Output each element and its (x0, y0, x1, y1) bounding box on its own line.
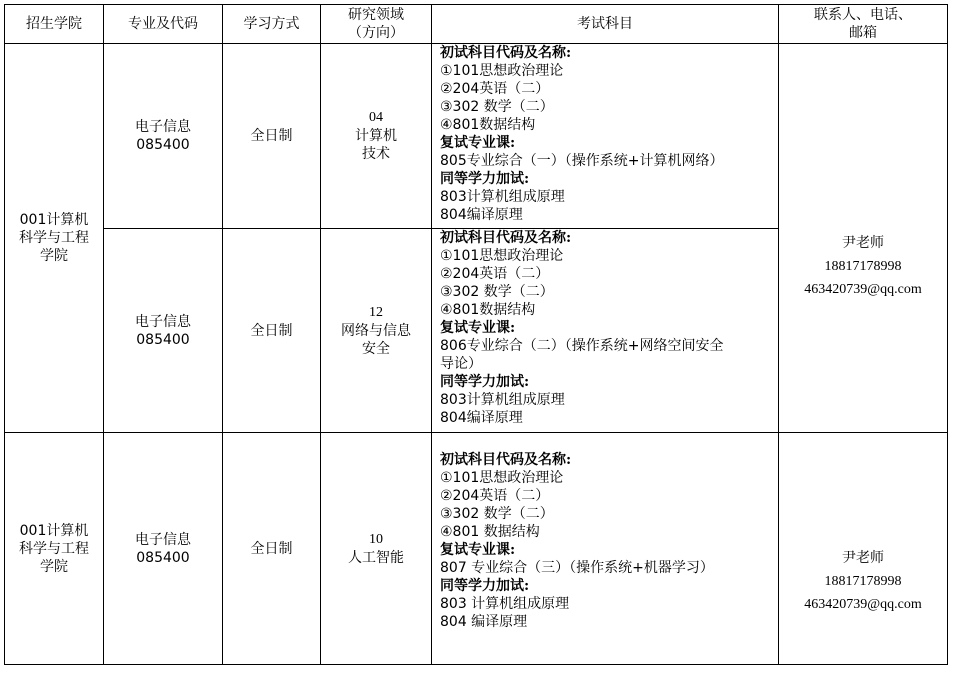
header-contact-line2: 邮箱 (849, 25, 877, 41)
direction-cell (321, 229, 432, 433)
contact-cell (779, 44, 948, 433)
direction-code: 12 (369, 304, 383, 320)
subject-line: ①101思想政治理论 (440, 470, 564, 486)
major-code: 085400 (136, 549, 190, 566)
contact-name: 尹老师 (842, 235, 884, 251)
header-subjects: 考试科目 (432, 5, 779, 44)
college-line: 科学与工程 (19, 230, 89, 246)
subject-section-heading: 复试专业课: (440, 542, 516, 558)
direction-line: 网络与信息 (341, 322, 411, 339)
college-line: 科学与工程 (19, 540, 89, 557)
mode-cell: 全日制 (223, 44, 321, 229)
contact-name: 尹老师 (842, 550, 884, 566)
college-line: 001计算机 (19, 522, 89, 539)
subject-line: ②204英语（二） (440, 266, 550, 282)
subject-section-heading: 初试科目代码及名称: (440, 230, 572, 246)
contact-phone: 18817178998 (824, 259, 902, 274)
major-cell (104, 229, 223, 433)
direction-line: 计算机 (355, 128, 397, 144)
major-name: 电子信息 (135, 531, 191, 548)
major-name: 电子信息 (135, 313, 191, 330)
direction-line: 安全 (362, 340, 390, 357)
subject-line: ③302 数学（二） (440, 284, 554, 300)
subject-section-heading: 同等学力加试: (440, 374, 530, 390)
admissions-table (4, 4, 948, 665)
direction-cell (321, 433, 432, 665)
header-direction (321, 5, 432, 44)
college-cell (5, 44, 104, 433)
header-direction-line2: （方向） (348, 25, 404, 41)
major-cell (104, 44, 223, 229)
subjects-cell (432, 44, 779, 229)
major-code: 085400 (136, 331, 190, 348)
table-row (5, 44, 948, 229)
subject-line: ①101思想政治理论 (440, 63, 564, 79)
college-line: 学院 (40, 558, 68, 575)
direction-cell (321, 44, 432, 229)
subject-line: 804 编译原理 (440, 614, 528, 630)
subjects-cell (432, 433, 779, 665)
subject-line: ②204英语（二） (440, 81, 550, 97)
subject-line: ④801数据结构 (440, 117, 536, 133)
subject-line: ③302 数学（二） (440, 506, 554, 522)
subject-line: 804编译原理 (440, 410, 523, 426)
table-row (5, 433, 948, 665)
major-name: 电子信息 (135, 119, 191, 135)
direction-line: 技术 (362, 146, 390, 162)
subject-line: 803 计算机组成原理 (440, 596, 570, 612)
direction-code: 10 (369, 531, 383, 547)
mode-cell: 全日制 (223, 433, 321, 665)
subject-line: ②204英语（二） (440, 488, 550, 504)
subject-line: 803计算机组成原理 (440, 189, 565, 205)
major-code: 085400 (136, 137, 190, 153)
subject-section-heading: 初试科目代码及名称: (440, 45, 572, 61)
subject-section-heading: 复试专业课: (440, 320, 516, 336)
direction-code: 04 (369, 110, 383, 125)
subject-section-heading: 初试科目代码及名称: (440, 452, 572, 468)
subject-section-heading: 同等学力加试: (440, 578, 530, 594)
subjects-cell (432, 229, 779, 433)
subject-line: ④801数据结构 (440, 302, 536, 318)
header-contact (779, 5, 948, 44)
contact-phone: 18817178998 (824, 574, 902, 589)
header-major: 专业及代码 (104, 5, 223, 44)
subject-section-heading: 复试专业课: (440, 135, 516, 151)
header-mode: 学习方式 (223, 5, 321, 44)
subject-section-heading: 同等学力加试: (440, 171, 530, 187)
subject-line: 806专业综合（二）（操作系统+网络空间安全 (440, 338, 724, 354)
mode-cell: 全日制 (223, 229, 321, 433)
subject-line: 805专业综合（一）（操作系统+计算机网络） (440, 153, 724, 169)
subject-line: 803计算机组成原理 (440, 392, 565, 408)
contact-cell (779, 433, 948, 665)
college-line: 学院 (40, 248, 68, 264)
major-cell (104, 433, 223, 665)
contact-email: 463420739@qq.com (804, 597, 922, 612)
subject-line: 804编译原理 (440, 207, 523, 223)
header-row (5, 5, 948, 44)
subject-line: 导论） (440, 356, 482, 372)
college-line: 001计算机 (19, 212, 89, 228)
subject-line: ①101思想政治理论 (440, 248, 564, 264)
header-contact-line1: 联系人、电话、 (814, 7, 912, 23)
subject-line: ③302 数学（二） (440, 99, 554, 115)
subject-line: ④801 数据结构 (440, 524, 540, 540)
header-direction-line1: 研究领域 (348, 7, 404, 23)
contact-email: 463420739@qq.com (804, 282, 922, 297)
college-cell (5, 433, 104, 665)
header-college: 招生学院 (5, 5, 104, 44)
direction-line: 人工智能 (348, 549, 404, 566)
subject-line: 807 专业综合（三）（操作系统+机器学习） (440, 560, 714, 576)
